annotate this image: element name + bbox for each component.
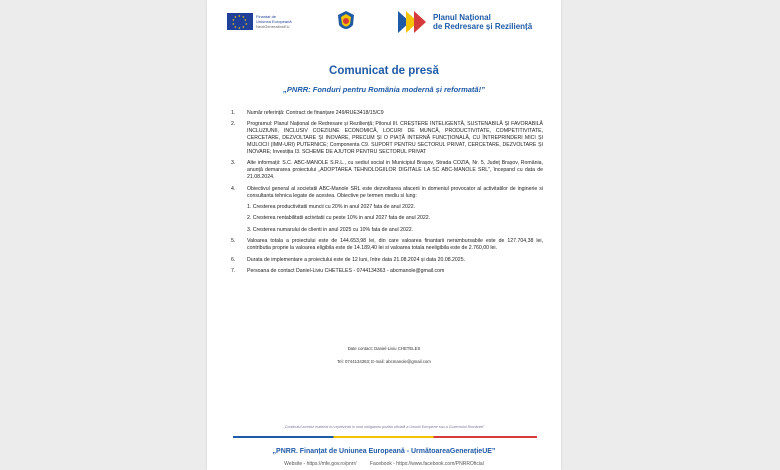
list-item-text: Alte informații: S.C. ABC-MANOLE S.R.L., cu sediul social in Municipiul Brașov, Strada COZIA, Nr. 5, Județ Brașov, România, anunță demararea proiectului „ADOPTAREA TEHNOLOGIILOR DIGITALE LA SC ABC-MANOLE SRL”, începand cu data de 21.08.2024. [247, 160, 543, 181]
list-item [231, 238, 543, 252]
pnrr-logo [398, 11, 543, 33]
list-item-text: Programul: Planul Național de Redresare și Reziliență; Pilonul III. CREȘTERE INTELIGENTĂ, SUSTENABILĂ ȘI FAVORABILĂ INCLUZIUNII, INCLUSIV COEZIUNE ECONOMICĂ, LOCURI DE MUNCĂ, PRODUCTIVITATE, COMPETITIVITATE, CERCETARE, DEZVOLTARE ȘI INOVARE, PRECUM ȘI O PIAȚĂ INTERNĂ FUNCȚIONALĂ, CU ÎNTREPRINDERI MICI ȘI MIJLOCII (IMM-URI) PUTERNICE; Componenta C9. SUPORT PENTRU SECTORUL PRIVAT, CERCETARE, DEZVOLTARE ȘI INOVARE; Investiția I3. SCHEME DE AJUTOR PENTRU SECTORUL PRIVAT [247, 121, 543, 156]
eu-logo-line3: NextGenerationEU [256, 24, 290, 29]
disclaimer-note: „Conținutul acestui material nu reprezintă în mod obligatoriu poziția oficială a Uniunii Europene sau a Guvernului României” [283, 425, 485, 429]
list-item-number: 4. [231, 185, 236, 192]
list-item-text: Obiectivul general al societatii ABC-Manole SRL este dezvoltarea afacerii in domeniul provocator al activitatilor de inginerie si consultanta tehnica legate de acestea. Obiective pe termen mediu si lung: [247, 185, 543, 199]
objective-item: 2. Cresterea rentabilitatii activitatii cu peste 10% in anul 2027 fata de anul 2022. [247, 215, 431, 222]
facebook-link[interactable]: Facebook - https://www.facebook.com/PNRROficial [369, 461, 484, 467]
list-item-text: Număr referință: Contract de finanțare 249/RUE3418/15/C9 [247, 110, 384, 116]
objective-item: 3. Cresterea numarului de clienti in anul 2025 cu 10% fata de anul 2022. [247, 226, 414, 233]
page-title: Comunicat de presă [329, 65, 439, 77]
eu-flag-icon: ★ ★ ★ ★ ★ ★ ★ ★ ★ ★ [227, 13, 253, 30]
eu-logo-line1: Finanțat de [256, 14, 277, 19]
list-item [231, 121, 543, 156]
contact-name: Date contact: Daniel-Liviu CHETELES [347, 346, 421, 351]
list-item-number: 3. [231, 160, 236, 167]
romania-coat-of-arms-icon [335, 10, 357, 34]
footer-slogan: „PNRR. Finanțat de Uniunea Europeană - UrmătoareaGenerațieUE” [272, 448, 496, 455]
list-item-number: 2. [231, 121, 236, 128]
contact-details: Tel: 0744134363; E-mail: abcmanole@gmail.com [337, 359, 431, 364]
list-item-text: Persoana de contact Daniel-Liviu CHETELES - 0744134363 - abcmanole@gmail.com [247, 267, 445, 274]
list-item [231, 268, 543, 275]
tricolor-divider [233, 436, 537, 438]
website-link[interactable]: Website - https://mfe.gov.ro/pnrr/ [284, 461, 357, 467]
eu-funding-logo [227, 13, 306, 30]
objective-item: 1. Cresterea productivitatii muncii cu 20% in anul 2027 fata de anul 2022. [247, 203, 416, 210]
list-item-number: 1. [231, 110, 236, 116]
list-item-number: 5. [231, 238, 236, 245]
list-item-number: 7. [231, 267, 236, 274]
list-item [231, 110, 543, 117]
footer-links [207, 461, 561, 467]
list-item-text: Valoarea totala a proiectului este de 144.653,98 lei, din care valoarea finantarii nerambursabile este de 127.704,38 lei, contributia proprie la valoarea eligibila este de 14.189,40 lei si valoarea totala neeligibila este de 2.760,00 lei. [247, 238, 543, 252]
pnrr-arrow-icon [398, 11, 428, 33]
list-item [231, 186, 543, 200]
press-release-body [231, 110, 543, 279]
list-item [231, 160, 543, 181]
list-item [231, 257, 543, 264]
page-subtitle: „PNRR: Fonduri pentru România modernă și reformată!” [283, 85, 485, 94]
list-item-number: 6. [231, 256, 236, 263]
press-release-page [207, 0, 561, 470]
pnrr-logo-line2: de Redresare și Reziliență [433, 22, 533, 31]
list-item-text: Durata de implementare a proiectului este de 12 luni, între data 21.08.2024 și data 20.08.2025. [247, 256, 466, 263]
eu-logo-line2: Uniunea Europeană [256, 19, 292, 24]
pnrr-logo-line1: Planul Național [433, 13, 491, 22]
